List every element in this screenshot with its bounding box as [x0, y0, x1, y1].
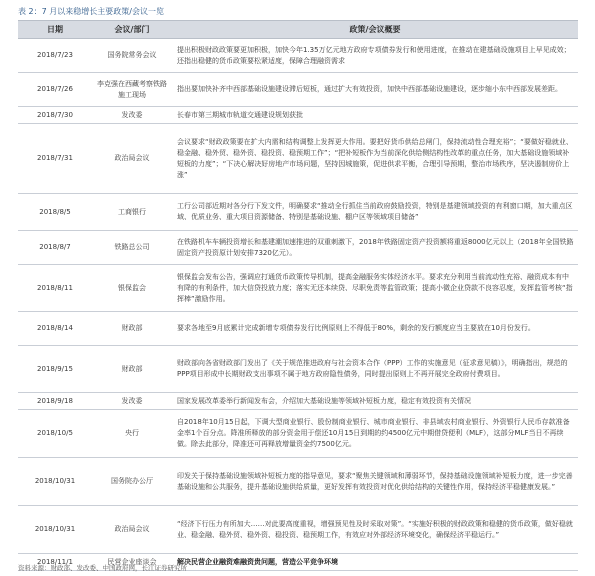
row-org: 国务院常务会议 [92, 39, 172, 73]
row-date: 2018/8/7 [18, 231, 92, 265]
header-row [18, 21, 578, 39]
row-content: 指出要加快补齐中西部基础设施建设滞后短板，通过扩大有效投资，加快中西部基础设施建设，逐步缩小东中西部发展差距。 [172, 73, 578, 107]
row-content: 银保监会发布公告，强调应打通货币政策传导机制，提高金融服务实体经济水平。要求充分利用当前流动性充裕、融资成本有中有降的有利条件，加大信贷投放力度；落实无还本续贷、尽职免责等监管政策；提高小微企业贷款不良容忍度，发挥监管考核“指挥棒”激励作用。 [172, 265, 578, 312]
table-row [18, 346, 578, 393]
table-row [18, 265, 578, 312]
header-date: 日期 [18, 21, 92, 39]
row-date: 2018/7/31 [18, 124, 92, 194]
row-org: 铁路总公司 [92, 231, 172, 265]
row-content: 自2018年10月15日起，下调大型商业银行、股份制商业银行、城市商业银行、非县域农村商业银行、外资银行人民币存款准备金率1个百分点。降准所释放的部分资金用于偿还10月15日到期的约4500亿元中期借贷便利（MLF），这部分MLF当日不再续做。除去此部分，降准还可再释放增量资金约7500亿元。 [172, 410, 578, 458]
row-org: 李克强在西藏考察铁路施工现场 [92, 73, 172, 107]
policy-table [18, 20, 578, 571]
row-content: 要求各地至9月底累计完成新增专项债券发行比例原则上不得低于80%，剩余的发行额度应当主要放在10月份发行。 [172, 312, 578, 346]
row-content: 工行公司部近期对各分行下发文件，明确要求“推动全行抓住当前政府鼓励投资，特别是基建领域投资的有利窗口期，加大重点区域、优质业务、重大项目资源储备、特别是基础设施、棚户区等领域项目储备” [172, 194, 578, 231]
source-note: 资料来源：财政部、发改委、中国政府网，长江证券研究所 [18, 564, 187, 572]
row-org: 国务院办公厅 [92, 458, 172, 506]
row-content: “经济下行压力有所加大……对此要高度重视，增强预见性及时采取对策”。“实施好积极的财政政策和稳健的货币政策，做好稳就业、稳金融、稳外贸、稳外资、稳投资、稳预期工作，有效应对外部经济环境变化，确保经济平稳运行。” [172, 506, 578, 554]
row-date: 2018/9/15 [18, 346, 92, 393]
row-date: 2018/7/30 [18, 107, 92, 124]
row-date: 2018/7/26 [18, 73, 92, 107]
row-org: 财政部 [92, 312, 172, 346]
table-row [18, 506, 578, 554]
row-content: 解决民营企业融资难融资贵问题，营造公平竞争环境 [172, 554, 578, 571]
table-row [18, 458, 578, 506]
row-content: 印发关于保持基础设施领域补短板力度的指导意见，要求“聚焦关键领域和薄弱环节，保持基础设施领域补短板力度，进一步完善基础设施和公共服务，提升基础设施供给质量，更好发挥有效投资对优化供给结构的关键性作用，保持经济平稳健康发展。” [172, 458, 578, 506]
row-org: 发改委 [92, 107, 172, 124]
row-org: 银保监会 [92, 265, 172, 312]
row-org: 政治局会议 [92, 124, 172, 194]
row-date: 2018/8/5 [18, 194, 92, 231]
row-date: 2018/11/1 [18, 554, 92, 571]
row-date: 2018/7/23 [18, 39, 92, 73]
row-org: 政治局会议 [92, 506, 172, 554]
row-date: 2018/9/18 [18, 393, 92, 410]
row-content: 长春市第三期城市轨道交通建设规划获批 [172, 107, 578, 124]
row-org: 央行 [92, 410, 172, 458]
table-header [18, 21, 578, 39]
table-row [18, 107, 578, 124]
table-row [18, 194, 578, 231]
row-content: 会议要求“财政政策要在扩大内需和结构调整上发挥更大作用。要把好货币供给总闸门，保持流动性合理充裕”；“要做好稳就业、稳金融、稳外贸、稳外资、稳投资、稳预期工作”；“把补短板作为当前深化供给侧结构性改革的重点任务，加大基础设施领域补短板的力度”；“下决心解决好房地产市场问题，坚持因城施策，促进供求平衡，合理引导预期，整治市场秩序，坚决遏制房价上涨” [172, 124, 578, 194]
row-date: 2018/10/5 [18, 410, 92, 458]
table-row [18, 393, 578, 410]
row-org: 工商银行 [92, 194, 172, 231]
row-org: 发改委 [92, 393, 172, 410]
table-body [18, 39, 578, 571]
table-row [18, 312, 578, 346]
header-content: 政策/会议概要 [172, 21, 578, 39]
table-row [18, 39, 578, 73]
row-content: 在铁路机车车辆投资增长和基建潮加速推进的双重刺激下，2018年铁路固定资产投资额将重返8000亿元以上（2018年全国铁路固定资产投资原计划安排7320亿元）。 [172, 231, 578, 265]
table-row [18, 124, 578, 194]
row-content: 财政部向各省财政部门发出了《关于规范推进政府与社会资本合作（PPP）工作的实施意见（征求意见稿）》，明确指出，规范的PPP项目形成中长期财政支出事项不属于地方政府隐性债务，同时提出原则上不再开展完全政府付费项目。 [172, 346, 578, 393]
row-date: 2018/10/31 [18, 506, 92, 554]
row-org: 财政部 [92, 346, 172, 393]
table-caption: 表 2：7 月以来稳增长主要政策/会议一览 [18, 7, 164, 16]
header-org: 会议/部门 [92, 21, 172, 39]
row-date: 2018/8/14 [18, 312, 92, 346]
row-content: 国家发展改革委举行新闻发布会，介绍加大基础设施等领域补短板力度，稳定有效投资有关情况 [172, 393, 578, 410]
table-row [18, 410, 578, 458]
row-date: 2018/8/11 [18, 265, 92, 312]
row-org: 民营企业座谈会 [92, 554, 172, 571]
table-row [18, 231, 578, 265]
row-content: 提出积极财政政策要更加积极，加快今年1.35万亿元地方政府专项债券发行和使用进度，在推动在建基础设施项目上早见成效；还指出稳健的货币政策要松紧适度，保障合理融资需求 [172, 39, 578, 73]
table-row [18, 73, 578, 107]
row-date: 2018/10/31 [18, 458, 92, 506]
